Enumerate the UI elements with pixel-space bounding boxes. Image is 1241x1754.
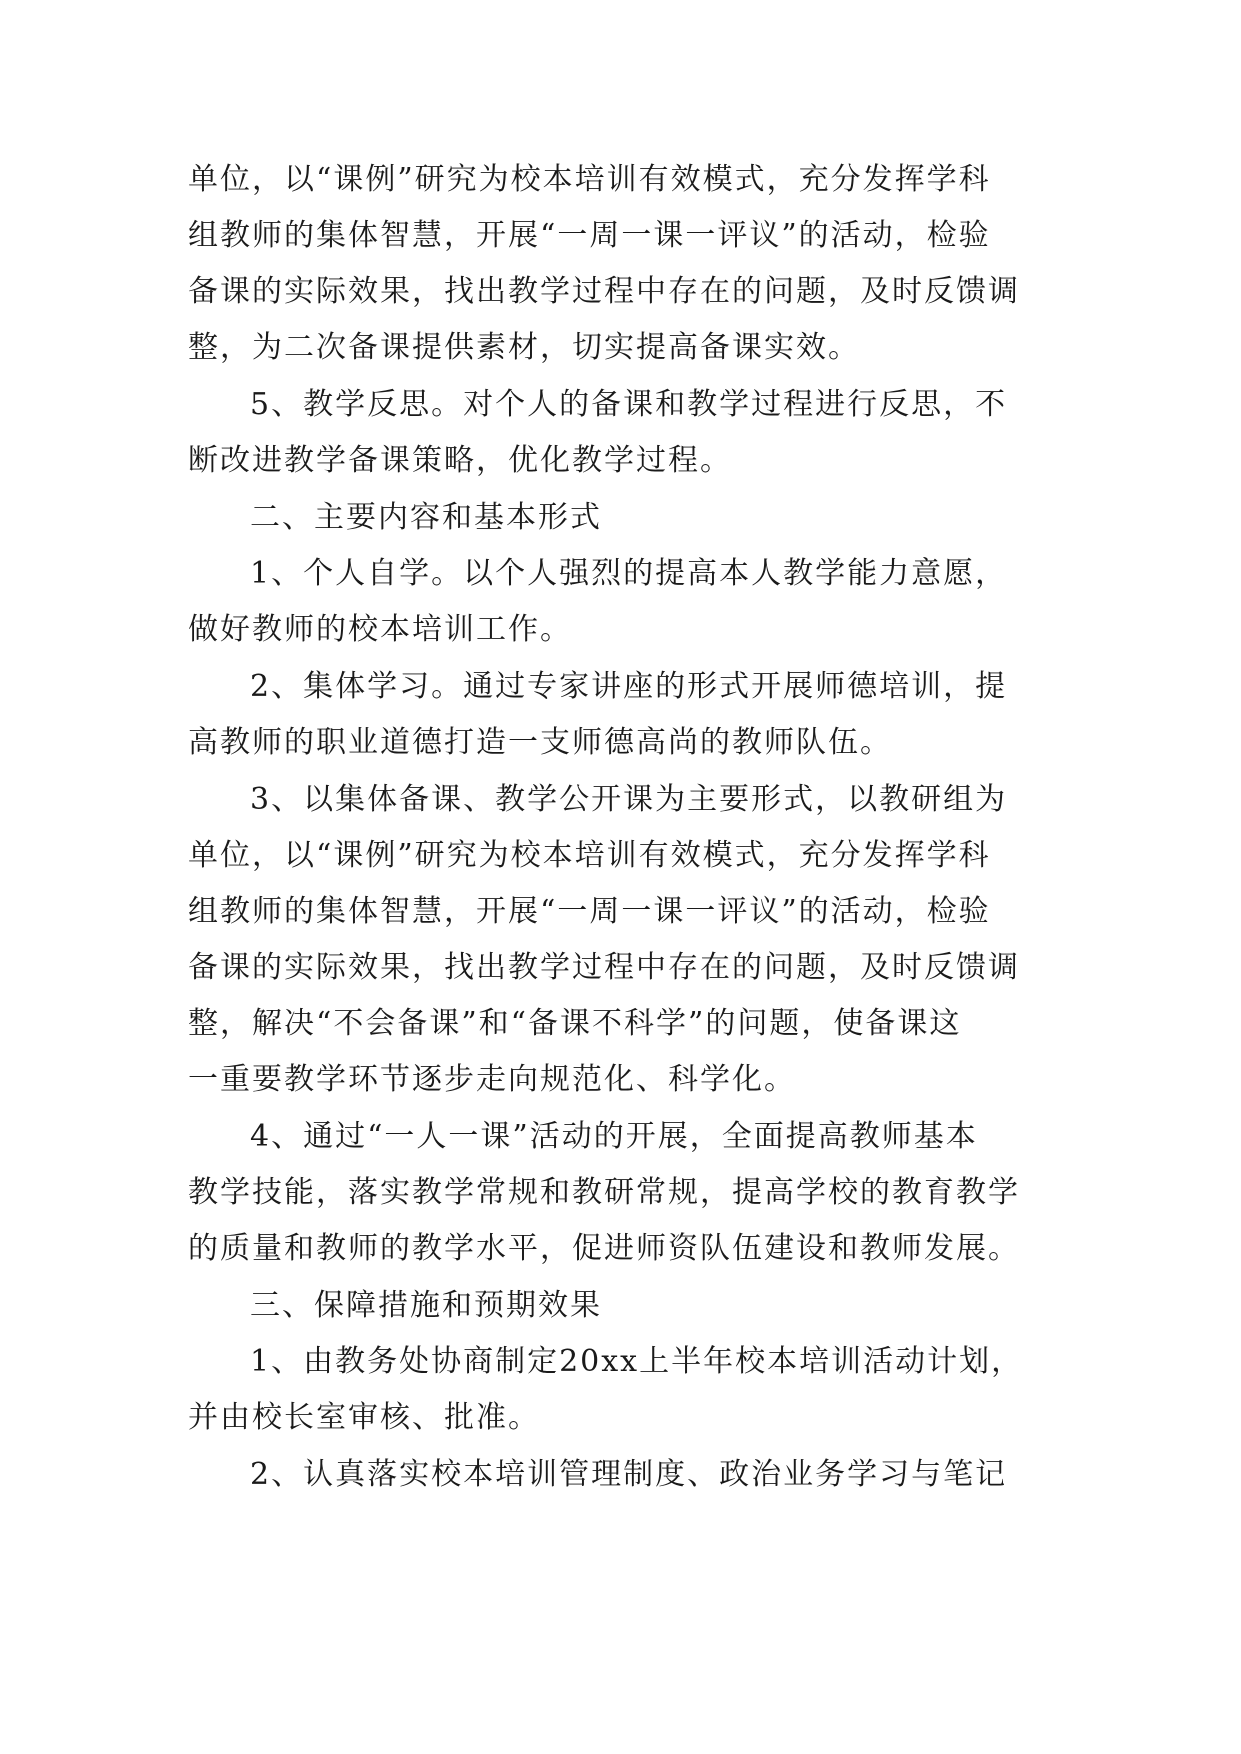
paragraph-first-line: 3、以集体备课、教学公开课为主要形式，以教研组为 xyxy=(250,782,1008,817)
text-line: 单位，以“课例”研究为校本培训有效模式，充分发挥学科 xyxy=(188,838,991,873)
paragraph-first-line: 1、个人自学。以个人强烈的提高本人教学能力意愿， xyxy=(250,556,1008,591)
text-line: 整，为二次备课提供素材，切实提高备课实效。 xyxy=(188,330,860,365)
paragraph-first-line: 2、集体学习。通过专家讲座的形式开展师德培训，提 xyxy=(250,669,1008,704)
text-line: 的质量和教师的教学水平，促进师资队伍建设和教师发展。 xyxy=(188,1231,1020,1266)
text-line: 高教师的职业道德打造一支师德高尚的教师队伍。 xyxy=(188,725,892,760)
paragraph-first-line: 5、教学反思。对个人的备课和教学过程进行反思，不 xyxy=(250,387,1008,422)
text-line: 单位，以“课例”研究为校本培训有效模式，充分发挥学科 xyxy=(188,162,991,197)
text-line: 组教师的集体智慧，开展“一周一课一评议”的活动，检验 xyxy=(188,894,991,929)
text-line: 断改进教学备课策略，优化教学过程。 xyxy=(188,443,732,478)
text-line: 教学技能，落实教学常规和教研常规，提高学校的教育教学 xyxy=(188,1175,1020,1210)
text-line: 备课的实际效果，找出教学过程中存在的问题，及时反馈调 xyxy=(188,950,1020,985)
text-line: 做好教师的校本培训工作。 xyxy=(188,612,572,647)
paragraph-first-line: 4、通过“一人一课”活动的开展，全面提高教师基本 xyxy=(250,1119,978,1154)
paragraph-first-line: 2、认真落实校本培训管理制度、政治业务学习与笔记 xyxy=(250,1457,1008,1492)
text-line: 整，解决“不会备课”和“备课不科学”的问题，使备课这 xyxy=(188,1006,962,1041)
section-heading: 三、保障措施和预期效果 xyxy=(250,1288,602,1323)
text-line: 备课的实际效果，找出教学过程中存在的问题，及时反馈调 xyxy=(188,274,1020,309)
text-line: 组教师的集体智慧，开展“一周一课一评议”的活动，检验 xyxy=(188,218,991,253)
paragraph-first-line: 1、由教务处协商制定20xx上半年校本培训活动计划， xyxy=(250,1344,1024,1379)
text-line: 并由校长室审核、批准。 xyxy=(188,1400,540,1435)
text-line: 一重要教学环节逐步走向规范化、科学化。 xyxy=(188,1062,796,1097)
section-heading: 二、主要内容和基本形式 xyxy=(250,500,602,535)
